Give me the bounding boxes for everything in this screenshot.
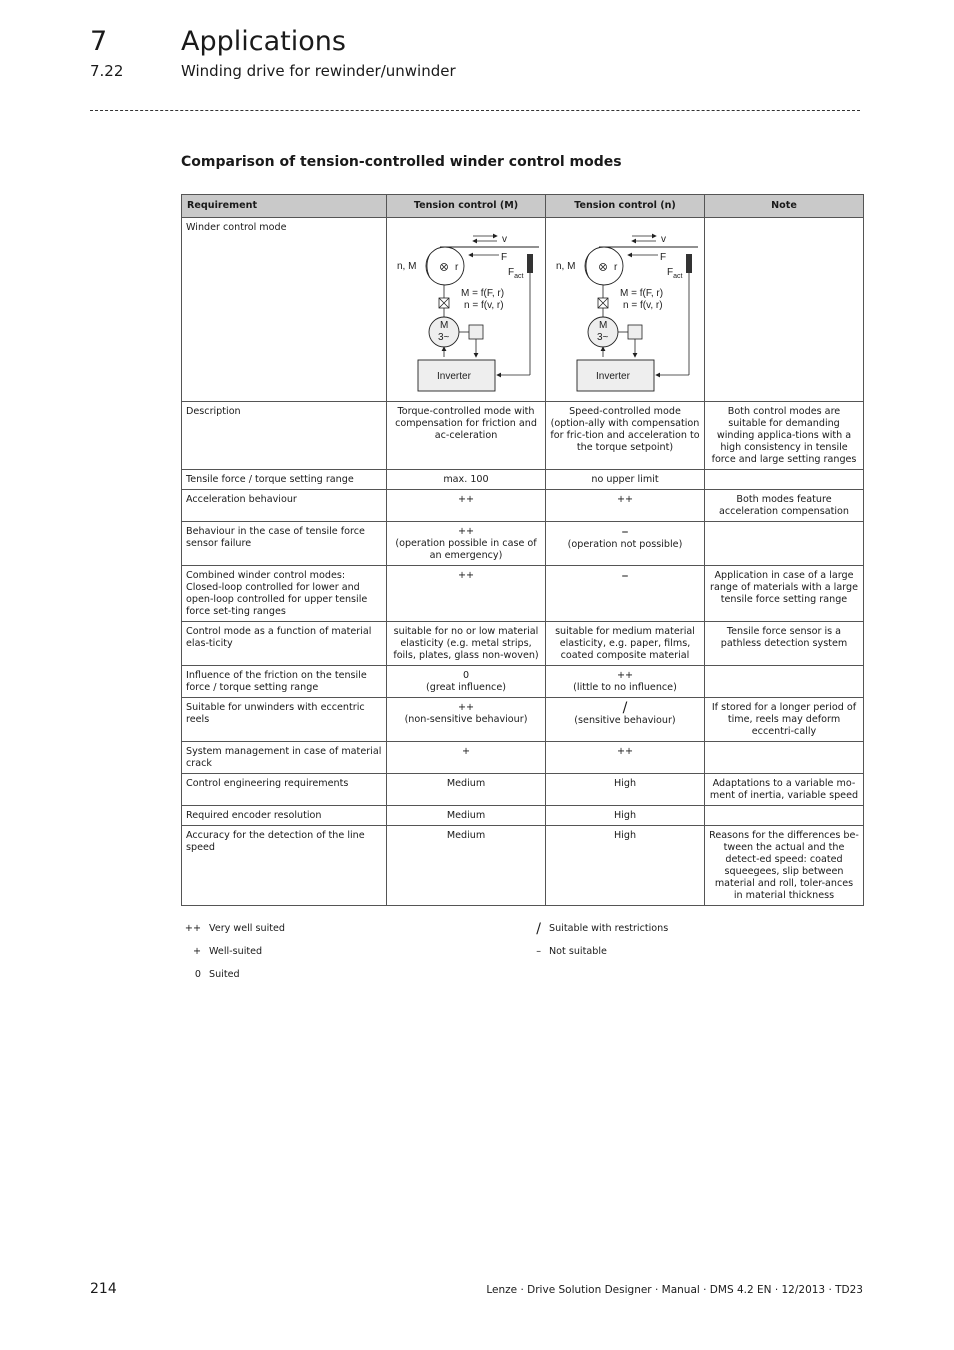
force-label: F [660, 252, 667, 263]
cell-tension-m: ++ [387, 490, 546, 522]
table-row [182, 742, 864, 774]
table-row [182, 806, 864, 826]
section-title: Winding drive for rewinder/unwinder [181, 62, 456, 80]
radius-label: r [614, 262, 618, 273]
rating-text: (sensitive behaviour) [574, 715, 676, 726]
motor-label: M [440, 320, 449, 331]
cell-requirement: Required encoder resolution [182, 806, 387, 826]
cell-tension-m [387, 666, 546, 698]
table-row [182, 218, 864, 402]
cell-tension-m: + [387, 742, 546, 774]
legend-text: Very well suited [209, 923, 286, 934]
cell-requirement: Winder control mode [182, 218, 387, 402]
cell-requirement: Suitable for unwinders with eccentric reels [182, 698, 387, 742]
velocity-label: v [502, 234, 507, 245]
table-row [182, 826, 864, 906]
table-row [182, 774, 864, 806]
cell-requirement: Influence of the friction on the tensile force / torque setting range [182, 666, 387, 698]
chapter-title: Applications [181, 26, 346, 57]
legend-text: Suitable with restrictions [549, 923, 669, 934]
cell-tension-n [546, 666, 705, 698]
cell-tension-n [546, 522, 705, 566]
legend-symbol: – [536, 946, 541, 957]
cell-tension-m: Torque-controlled mode with compensation for friction and ac-celeration [387, 402, 546, 470]
legend-text: Not suitable [549, 946, 607, 957]
cell-requirement: Control engineering requirements [182, 774, 387, 806]
cell-note [705, 218, 864, 402]
cell-tension-n [546, 698, 705, 742]
cell-tension-m [387, 522, 546, 566]
cell-tension-m: max. 100 [387, 470, 546, 490]
table-row [182, 490, 864, 522]
table-row [182, 402, 864, 470]
cell-requirement: Accuracy for the detection of the line speed [182, 826, 387, 906]
cell-requirement: System management in case of material crack [182, 742, 387, 774]
motor-label: M [599, 320, 608, 331]
inverter-label: Inverter [437, 371, 471, 382]
cell-note [705, 742, 864, 774]
cell-diagram-m [387, 218, 546, 402]
cell-note [705, 666, 864, 698]
speed-equation: n = f(v, r) [464, 300, 504, 311]
speed-torque-label: n, M [556, 261, 576, 272]
header-note: Note [705, 195, 864, 218]
cell-diagram-n [546, 218, 705, 402]
header-divider [90, 110, 860, 111]
rating-text: (operation possible in case of an emergency) [395, 538, 537, 561]
page-heading: Comparison of tension-controlled winder control modes [181, 154, 622, 170]
cell-requirement: Tensile force / torque setting range [182, 470, 387, 490]
velocity-label: v [661, 234, 666, 245]
legend-symbol: ++ [184, 923, 201, 934]
header-requirement: Requirement [182, 195, 387, 218]
cell-tension-n: suitable for medium material elasticity, e.g. paper, films, coated composite material [546, 622, 705, 666]
force-label: F [501, 252, 508, 263]
inverter-label: Inverter [596, 371, 630, 382]
cell-note [705, 522, 864, 566]
cell-note: Tensile force sensor is a pathless detection system [705, 622, 864, 666]
speed-torque-label: n, M [397, 261, 417, 272]
radius-label: r [455, 262, 459, 273]
cell-requirement: Description [182, 402, 387, 470]
comparison-table [181, 194, 864, 906]
cell-note [705, 806, 864, 826]
motor-phase-label: 3~ [438, 332, 450, 343]
table-row [182, 622, 864, 666]
rating-text: (operation not possible) [567, 539, 683, 550]
winder-diagram-speed [550, 222, 700, 392]
cell-tension-m [387, 698, 546, 742]
table-row [182, 470, 864, 490]
cell-tension-n: ++ [546, 742, 705, 774]
torque-equation: M = f(F, r) [620, 288, 664, 299]
cell-tension-m: suitable for no or low material elasticity (e.g. metal strips, foils, plates, glass non-woven) [387, 622, 546, 666]
rating-symbol: ++ [457, 702, 475, 713]
cell-requirement: Combined winder control modes: Closed-loop controlled for lower and open-loop controlled for upper tensile force set-ting ranges [182, 566, 387, 622]
cell-requirement: Control mode as a function of material elas-ticity [182, 622, 387, 666]
cell-tension-m: Medium [387, 774, 546, 806]
rating-symbol: / [622, 700, 628, 716]
legend-symbol: / [536, 921, 541, 937]
cell-note: Both modes feature acceleration compensation [705, 490, 864, 522]
cell-tension-m: Medium [387, 806, 546, 826]
table-row [182, 566, 864, 622]
cell-note: If stored for a longer period of time, reels may deform eccentri-cally [705, 698, 864, 742]
cell-tension-n: High [546, 826, 705, 906]
section-number: 7.22 [90, 62, 124, 80]
force-actual-label: $F_{act}$ [667, 267, 683, 280]
rating-symbol: 0 [462, 670, 470, 681]
legend-symbol: + [192, 946, 201, 957]
cell-tension-n [546, 566, 705, 622]
cell-tension-n: Speed-controlled mode (option-ally with compensation for fric-tion and acceleration to the torque setpoint) [546, 402, 705, 470]
header-tension-n: Tension control (n) [546, 195, 705, 218]
force-actual-label: $F_{act}$ [508, 267, 524, 280]
cell-note [705, 470, 864, 490]
cell-requirement: Behaviour in the case of tensile force sensor failure [182, 522, 387, 566]
cell-tension-n: ++ [546, 490, 705, 522]
footer-text: Lenze · Drive Solution Designer · Manual · DMS 4.2 EN · 12/2013 · TD23 [486, 1284, 863, 1296]
rating-text: (little to no influence) [573, 682, 677, 693]
table-row [182, 522, 864, 566]
cell-note: Application in case of a large range of materials with a large tensile force setting range [705, 566, 864, 622]
winder-diagram-torque [391, 222, 541, 392]
rating-symbol: – [621, 568, 629, 584]
cell-note: Both control modes are suitable for demanding winding applica-tions with a high consistency in tensile force and large setting ranges [705, 402, 864, 470]
legend-text: Suited [209, 969, 240, 980]
cell-note: Adaptations to a variable mo-ment of inertia, variable speed [705, 774, 864, 806]
rating-symbol: ++ [457, 526, 475, 537]
cell-tension-m: ++ [387, 566, 546, 622]
cell-tension-m: Medium [387, 826, 546, 906]
motor-phase-label: 3~ [597, 332, 609, 343]
page-number: 214 [90, 1281, 117, 1297]
legend-symbol: 0 [194, 969, 201, 980]
cell-note: Reasons for the differences be-tween the actual and the detect-ed speed: coated squeegees, slip between material and roll, toler-ances in material thickness [705, 826, 864, 906]
cell-requirement: Acceleration behaviour [182, 490, 387, 522]
cell-tension-n: High [546, 806, 705, 826]
rating-symbol: ++ [616, 670, 634, 681]
rating-symbol: – [621, 524, 629, 540]
table-row [182, 666, 864, 698]
torque-equation: M = f(F, r) [461, 288, 505, 299]
cell-tension-n: High [546, 774, 705, 806]
cell-tension-n: no upper limit [546, 470, 705, 490]
header-tension-m: Tension control (M) [387, 195, 546, 218]
chapter-number: 7 [90, 26, 108, 57]
table-header-row [182, 195, 864, 218]
table-row [182, 698, 864, 742]
rating-text: (non-sensitive behaviour) [404, 714, 528, 725]
rating-text: (great influence) [426, 682, 506, 693]
speed-equation: n = f(v, r) [623, 300, 663, 311]
legend-text: Well-suited [209, 946, 263, 957]
